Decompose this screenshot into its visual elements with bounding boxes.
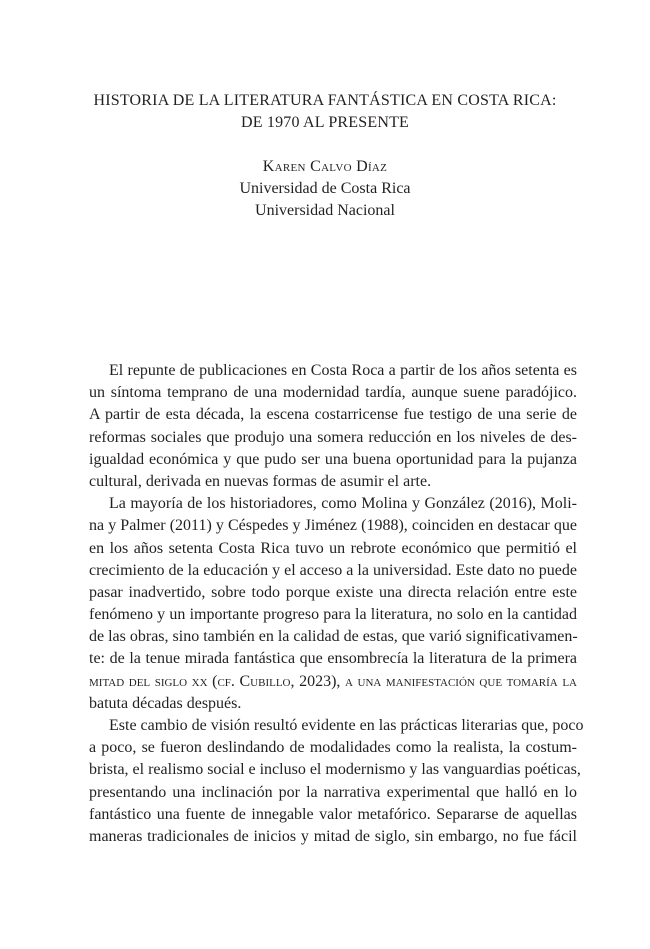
body-text xyxy=(89,360,584,848)
paragraph-2 xyxy=(89,493,577,715)
author-affiliation-1: Universidad de Costa Rica xyxy=(239,180,411,197)
author-block xyxy=(60,156,590,222)
body-line: te: de la tenue mirada fantástica que ensombrecía la literatura de la primera xyxy=(89,650,577,668)
body-line: Este cambio de visión resultó evidente en las prácticas literarias que, poco xyxy=(109,717,584,734)
body-line: maneras tradicionales de inicios y mitad de siglo, sin embargo, no fue fácil xyxy=(89,827,577,845)
body-line: presentando una inclinación por la narrativa experimental que halló en lo xyxy=(89,783,577,801)
body-line: pasar inadvertido, sobre todo porque existe una directa relación entre este xyxy=(89,583,577,601)
body-line: fenómeno y un importante progreso para la literatura, no solo en la cantidad xyxy=(89,606,577,624)
body-line: brista, el realismo social e incluso el modernismo y las vanguardias poéticas, xyxy=(89,761,581,779)
author-affiliation-2: Universidad Nacional xyxy=(255,202,395,219)
paragraph-3 xyxy=(89,715,584,848)
body-line: A partir de esta década, la escena costarricense fue testigo de una serie de xyxy=(89,406,577,424)
body-line: igualdad económica y que pudo ser una buena oportunidad para la pujanza xyxy=(89,450,577,468)
chapter-title xyxy=(60,90,590,134)
body-line: de las obras, sino también en la calidad de estas, que varió significativamen- xyxy=(89,628,578,646)
body-line: un síntoma temprano de una modernidad tardía, aunque suene paradójico. xyxy=(89,384,577,402)
body-line: crecimiento de la educación y el acceso a la universidad. Este dato no puede xyxy=(89,561,577,579)
body-line: El repunte de publicaciones en Costa Roca a partir de los años setenta es xyxy=(109,362,577,379)
body-line: en los años setenta Costa Rica tuvo un rebrote económico que permitió el xyxy=(89,539,577,557)
body-line: batuta décadas después. xyxy=(89,694,242,712)
body-line: cultural, derivada en nuevas formas de asumir el arte. xyxy=(89,472,432,490)
chapter-title-line-1: HISTORIA DE LA LITERATURA FANTÁSTICA EN COSTA RICA: xyxy=(93,92,557,109)
body-line: La mayoría de los historiadores, como Molina y González (2016), Moli- xyxy=(109,495,577,513)
chapter-title-line-2: DE 1970 AL PRESENTE xyxy=(240,114,410,131)
body-line: reformas sociales que produjo una somera reducción en los niveles de des- xyxy=(89,428,577,446)
author-name: Karen Calvo Díaz xyxy=(262,158,388,175)
paragraph-1 xyxy=(89,360,577,493)
body-line: a poco, se fueron deslindando de modalidades como la realista, la costum- xyxy=(89,739,577,757)
body-line: fantástico una fuente de innegable valor metafórico. Separarse de aquellas xyxy=(89,805,577,823)
body-line: mitad del siglo xx (cf. Cubillo, 2023), a una manifestación que tomaría la xyxy=(89,672,577,690)
body-line: na y Palmer (2011) y Céspedes y Jiménez (1988), coinciden en destacar que xyxy=(89,517,577,535)
